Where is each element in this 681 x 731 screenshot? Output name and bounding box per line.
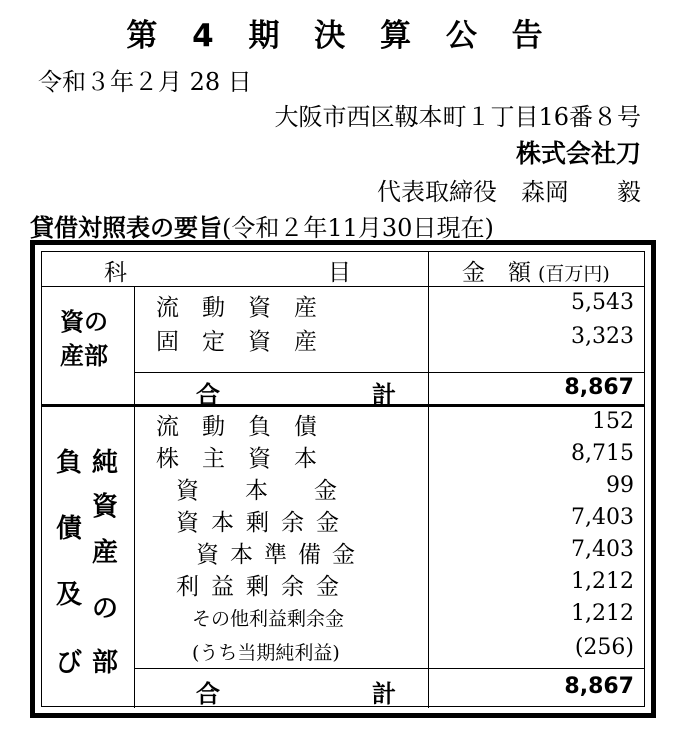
assets-total-left: 合 bbox=[196, 381, 220, 409]
table-inner bbox=[41, 251, 645, 707]
liab-group-char: 産 bbox=[92, 538, 119, 568]
liab-group-char: 及 bbox=[56, 580, 83, 610]
liab-group-char: 資 bbox=[92, 492, 119, 522]
assets-group-divider bbox=[134, 286, 135, 404]
liab-label: その他利益剰余金 bbox=[192, 608, 345, 630]
liab-label: 流 動 負 債 bbox=[156, 414, 317, 440]
liab-group-char: 債 bbox=[56, 514, 83, 544]
liab-amount: 152 bbox=[592, 409, 634, 434]
liab-total-divider bbox=[134, 668, 644, 669]
header-unit: (百万円) bbox=[538, 263, 610, 285]
asset-label: 流 動 資 産 bbox=[156, 295, 317, 321]
company-name: 株式会社刀 bbox=[515, 139, 641, 168]
amount-column-divider bbox=[428, 252, 429, 708]
liab-total-amount: 8,867 bbox=[564, 674, 634, 699]
asset-amount: 5,543 bbox=[571, 290, 634, 315]
liab-amount: 7,403 bbox=[571, 537, 634, 562]
liab-amount: 7,403 bbox=[571, 505, 634, 530]
liab-amount: 1,212 bbox=[571, 601, 634, 626]
liab-label: 資 本 金 bbox=[176, 478, 337, 504]
liab-group-char: 負 bbox=[56, 448, 83, 478]
liab-label: 資本準備金 bbox=[196, 542, 366, 568]
liab-group-char: び bbox=[56, 648, 83, 678]
assets-group-line1: 資の bbox=[60, 308, 108, 336]
liab-group-char: の bbox=[92, 594, 119, 624]
notice-title: 第 4 期 決 算 公 告 bbox=[126, 18, 555, 54]
representative: 代表取締役 森岡 毅 bbox=[377, 178, 641, 206]
header-item-left: 科 bbox=[104, 260, 127, 286]
balance-sheet-table bbox=[30, 240, 656, 718]
liab-total-right: 計 bbox=[372, 680, 396, 708]
heading-main: 貸借対照表の要旨 bbox=[30, 214, 222, 242]
assets-total-amount: 8,867 bbox=[564, 375, 634, 400]
header-amount: 金 額 bbox=[462, 260, 531, 286]
liab-label: 株 主 資 本 bbox=[156, 446, 317, 472]
balance-sheet-heading bbox=[30, 208, 494, 243]
assets-total-divider bbox=[134, 372, 644, 373]
liab-amount: 99 bbox=[606, 473, 634, 498]
liab-label: 利益剰余金 bbox=[176, 574, 351, 600]
heading-period: (令和２年11月30日現在) bbox=[222, 214, 494, 242]
asset-amount: 3,323 bbox=[571, 324, 634, 349]
assets-group-line2: 産部 bbox=[60, 342, 108, 370]
liab-amount: 1,212 bbox=[571, 569, 634, 594]
liab-amount: (256) bbox=[574, 635, 634, 660]
liab-label: (うち当期純利益) bbox=[192, 642, 340, 664]
liab-group-divider bbox=[134, 407, 135, 708]
section-divider-bold bbox=[42, 404, 644, 407]
company-address: 大阪市西区靱本町１丁目16番８号 bbox=[274, 103, 641, 131]
header-item-right: 目 bbox=[328, 260, 351, 286]
liab-amount: 8,715 bbox=[571, 441, 634, 466]
assets-total-right: 計 bbox=[372, 381, 396, 409]
liab-total-left: 合 bbox=[196, 680, 220, 708]
asset-label: 固 定 資 産 bbox=[156, 329, 317, 355]
notice-date: 令和３年２月 28 日 bbox=[38, 68, 252, 96]
liab-group-char: 純 bbox=[92, 448, 119, 478]
liab-group-char: 部 bbox=[92, 648, 119, 678]
liab-label: 資本剰余金 bbox=[176, 510, 351, 536]
